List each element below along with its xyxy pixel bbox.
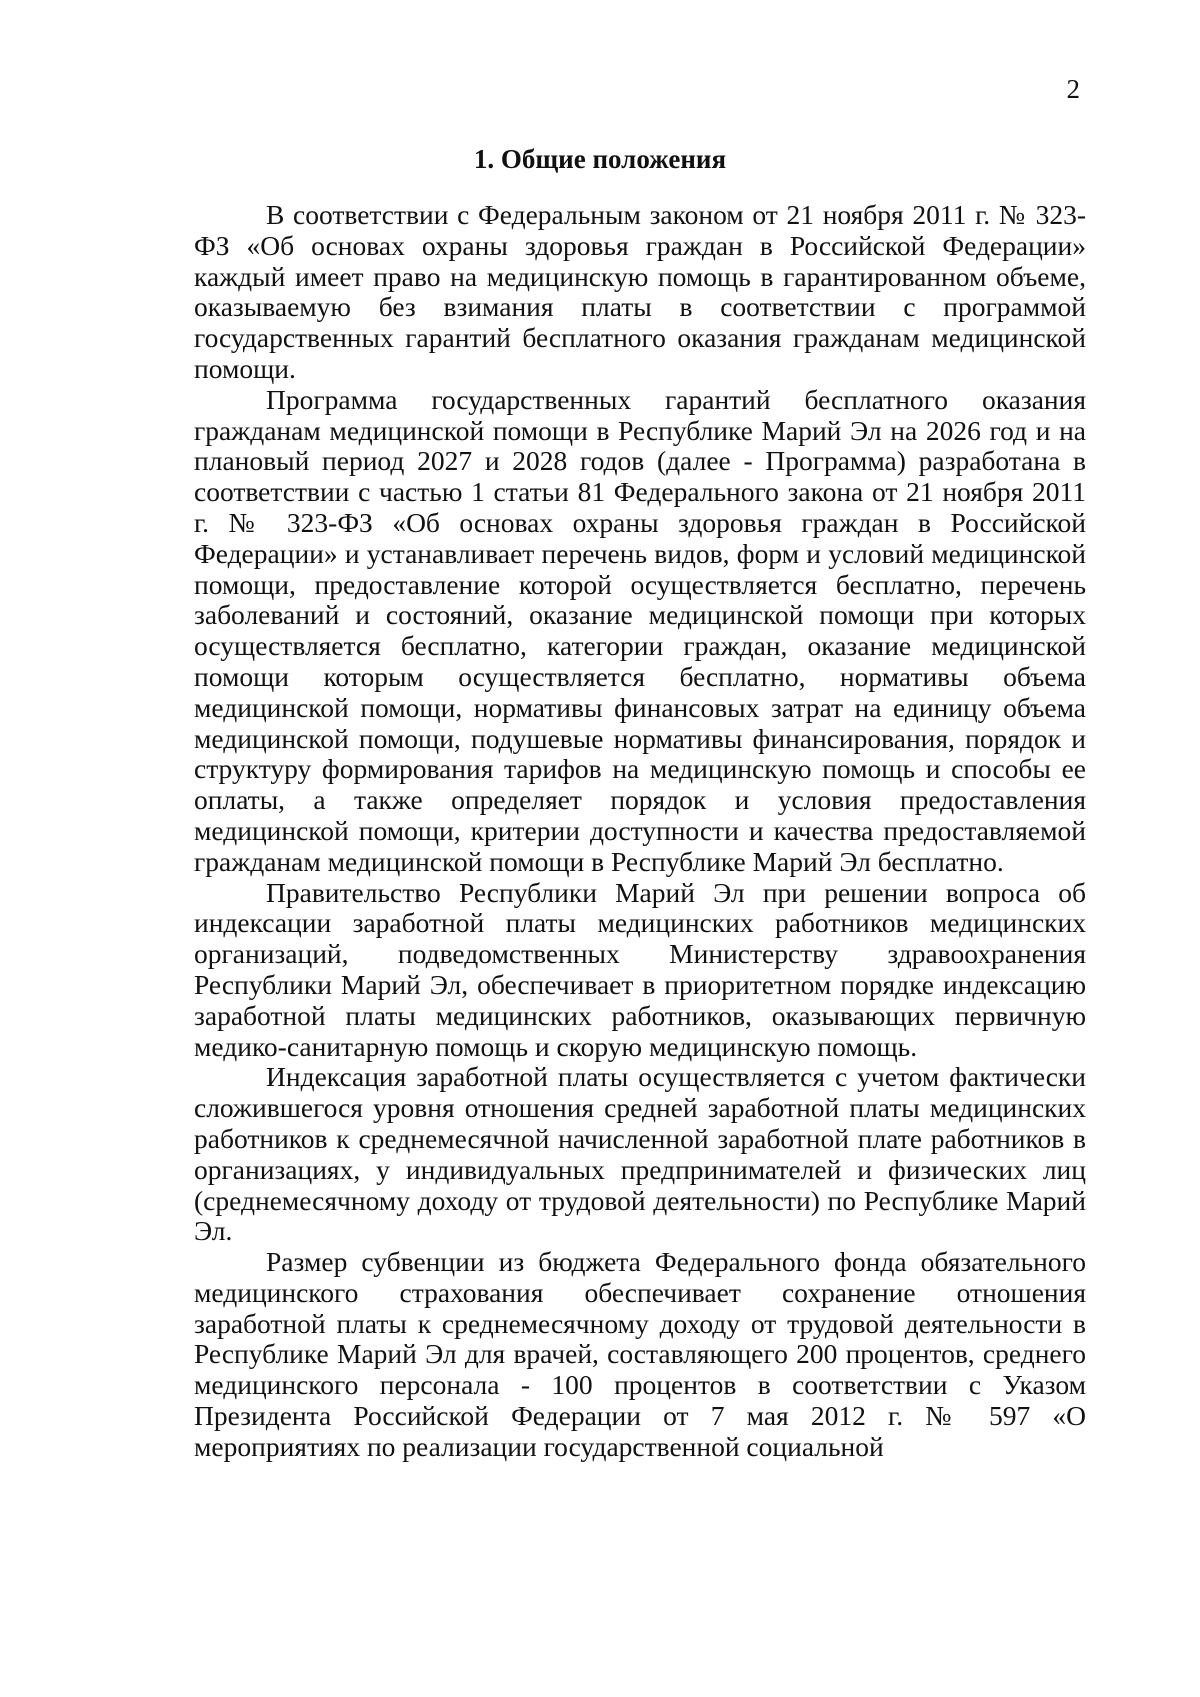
page-number: 2 bbox=[1066, 74, 1080, 104]
paragraph-federal-law: В соответствии с Федеральным законом от 21 ноября 2011 г. № 323-ФЗ «Об основах охраны здоровья граждан в Российской Федерации» каждый имеет право на медицинскую помощь в гарантированном объеме, оказываемую без взимания платы в соответствии с программой государственных гарантий бесплатного оказания гражданам медицинской помощи. bbox=[194, 199, 1086, 384]
paragraph-government: Правительство Республики Марий Эл при решении вопроса об индексации заработной платы медицинских работников медицинских организаций, подведомственных Министерству здравоохранения Республики Марий Эл, обеспечивает в приоритетном порядке индексацию заработной платы медицинских работников, оказывающих первичную медико-санитарную помощь и скорую медицинскую помощь. bbox=[194, 876, 1086, 1062]
paragraph-subvention: Размер субвенции из бюджета Федерального фонда обязательного медицинского страхования обеспечивает сохранение отношения заработной платы к среднемесячному доходу от трудовой деятельности в Республике Марий Эл для врачей, составляющего 200 процентов, среднего медицинского персонала - 100 процентов в соответствии с Указом Президента Российской Федерации от 7 мая 2012 г. № 597 «О мероприятиях по реализации государственной социальной bbox=[194, 1246, 1086, 1462]
document-body bbox=[194, 200, 1086, 1463]
section-title: 1. Общие положения bbox=[473, 144, 727, 174]
paragraph-indexation: Индексация заработной платы осуществляется с учетом фактически сложившегося уровня отношения средней заработной платы медицинских работников к среднемесячной начисленной заработной плате работников в организациях, у индивидуальных предпринимателей и физических лиц (среднемесячному доходу от трудовой деятельности) по Республике Марий Эл. bbox=[194, 1061, 1086, 1247]
paragraph-program: Программа государственных гарантий бесплатного оказания гражданам медицинской помощи в Республике Марий Эл на 2026 год и на плановый период 2027 и 2028 годов (далее - Программа) разработана в соответствии с частью 1 статьи 81 Федерального закона от 21 ноября 2011 г. № 323-ФЗ «Об основах охраны здоровья граждан в Российской Федерации» и устанавливает перечень видов, форм и условий медицинской помощи, предоставление которой осуществляется бесплатно, перечень заболеваний и состояний, оказание медицинской помощи при которых осуществляется бесплатно, категории граждан, оказание медицинской помощи которым осуществляется бесплатно, нормативы объема медицинской помощи, нормативы финансовых затрат на единицу объема медицинской помощи, подушевые нормативы финансирования, порядок и структуру формирования тарифов на медицинскую помощь и способы ее оплаты, а также определяет порядок и условия предоставления медицинской помощи, критерии доступности и качества предоставляемой гражданам медицинской помощи в Республике Марий Эл бесплатно. bbox=[194, 383, 1086, 877]
